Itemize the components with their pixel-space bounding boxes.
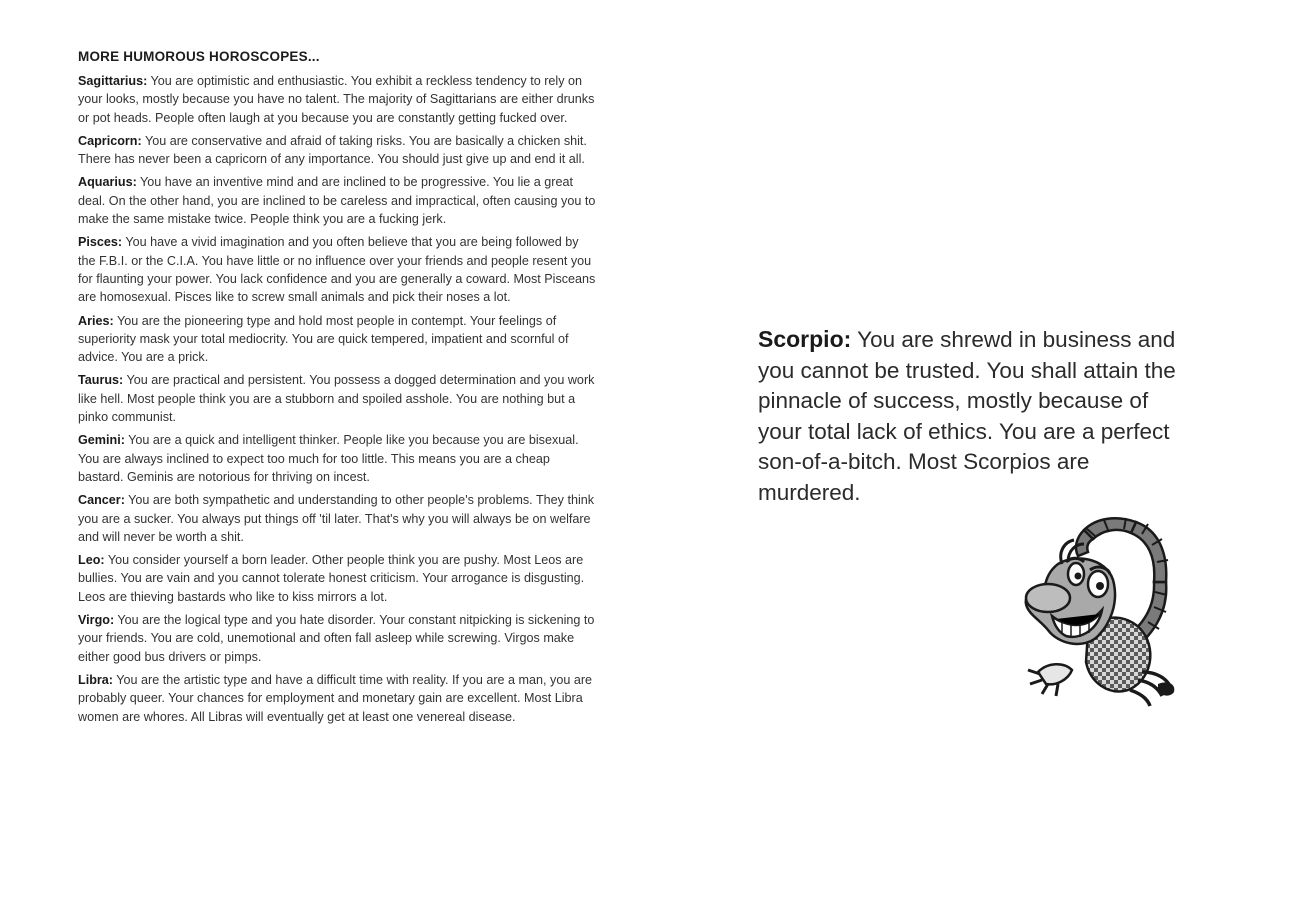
- horoscope-entry-capricorn: [78, 132, 598, 169]
- horoscope-text: You are conservative and afraid of taking risks. You are basically a chicken shit. There has never been a capricorn of any importance. You should just give up and end it all.: [78, 133, 587, 167]
- horoscope-entry-sagittarius: [78, 72, 598, 127]
- horoscope-entry-cancer: [78, 491, 598, 546]
- sign-name: Scorpio:: [758, 326, 852, 352]
- horoscope-text: You are the pioneering type and hold most people in contempt. Your feelings of superiority mask your total mediocrity. You are quick tempered, impatient and scornful of advice. You are a prick.: [78, 313, 569, 365]
- sign-name: Aries:: [78, 313, 114, 328]
- horoscope-text: You have an inventive mind and are inclined to be progressive. You lie a great deal. On the other hand, you are inclined to be careless and impractical, often causing you to make the same mistake twice. People think you are a fucking jerk.: [78, 175, 596, 227]
- scorpion-cartoon-icon: [1018, 512, 1183, 707]
- horoscope-text: You are shrewd in business and you cannot be trusted. You shall attain the pinnacle of success, mostly because of your total lack of ethics. You are a perfect son-of-a-bitch. Most Scorpios are murdered.: [758, 327, 1176, 505]
- horoscope-text: You are optimistic and enthusiastic. You exhibit a reckless tendency to rely on your looks, mostly because you have no talent. The majority of Sagittarians are either drunks or pot heads. People often laugh at you because you are constantly getting fucked over.: [78, 74, 595, 125]
- horoscope-text: You are the logical type and you hate disorder. Your constant nitpicking is sickening to your friends. You are cold, unemotional and often fall asleep while screwing. Virgos make either good bus drivers or pimps.: [78, 613, 595, 664]
- horoscope-text: You are a quick and intelligent thinker. People like you because you are bisexual. You are always inclined to expect too much for too little. This means you are a cheap bastard. Geminis are notorious for thriving on incest.: [78, 433, 579, 484]
- horoscope-text: You are practical and persistent. You possess a dogged determination and you work like hell. Most people think you are a stubborn and spoiled asshole. You are nothing but a pinko communist.: [78, 373, 595, 425]
- sign-name: Virgo:: [78, 613, 115, 628]
- featured-horoscope-scorpio: [758, 324, 1188, 508]
- horoscope-text: You are the artistic type and have a difficult time with reality. If you are a man, you are probably queer. Your chances for employment and monetary gain are excellent. Most Libra women are whores. All Libras will eventually get at least one venereal disease.: [78, 672, 593, 724]
- horoscope-entry-aries: [78, 312, 598, 367]
- page-heading: MORE HUMOROUS HOROSCOPES...: [78, 49, 320, 64]
- horoscope-entry-taurus: [78, 371, 598, 426]
- horoscope-text: You are both sympathetic and understanding to other people's problems. They think you are a sucker. You always put things off 'til later. That's why you will always be on welfare and will never be worth a shit.: [78, 493, 595, 544]
- sign-name: Libra:: [78, 672, 113, 687]
- horoscope-entry-gemini: [78, 431, 598, 486]
- sign-name: Gemini:: [78, 433, 125, 448]
- right-page: [758, 324, 1188, 508]
- sign-name: Sagittarius:: [78, 74, 148, 88]
- horoscope-text: You consider yourself a born leader. Other people think you are pushy. Most Leos are bullies. You are vain and you cannot tolerate honest criticism. Your arrogance is disgusting. Leos are thieving bastards who like to kiss mirrors a lot.: [78, 553, 585, 604]
- sign-name: Pisces:: [78, 235, 123, 250]
- horoscope-entry-libra: [78, 671, 598, 726]
- horoscope-entry-aquarius: [78, 173, 598, 228]
- horoscope-entry-pisces: [78, 233, 598, 306]
- sign-name: Leo:: [78, 553, 105, 568]
- horoscope-entry-leo: [78, 551, 598, 606]
- sign-name: Taurus:: [78, 373, 124, 388]
- horoscope-entry-virgo: [78, 611, 598, 666]
- sign-name: Capricorn:: [78, 133, 142, 148]
- sign-name: Cancer:: [78, 493, 125, 508]
- sign-name: Aquarius:: [78, 175, 137, 190]
- left-page: [78, 48, 598, 731]
- horoscope-text: You have a vivid imagination and you often believe that you are being followed by the F.B.I. or the C.I.A. You have little or no influence over your friends and people resent you for flaunting your power. You lack confidence and you are generally a coward. Most Pisceans are homosexual. Pisces like to screw small animals and pick their noses a lot.: [78, 235, 596, 305]
